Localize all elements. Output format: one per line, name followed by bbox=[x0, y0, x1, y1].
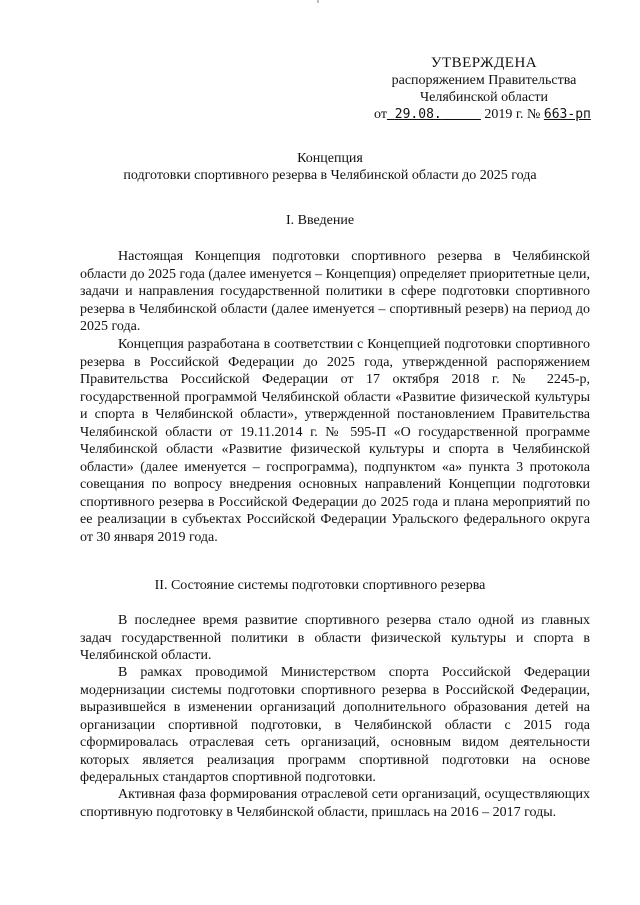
section-heading-2: II. Состояние системы подготовки спортивного резерва bbox=[154, 578, 486, 593]
number-value: 663-рп bbox=[543, 107, 591, 122]
paragraph: Активная фаза формирования отраслевой сети организаций, осуществляющих спортивную подготовку в Челябинской области, пришлась на 2016 – 2017 годы. bbox=[80, 787, 590, 820]
approval-line-1: распоряжением Правительства bbox=[391, 73, 577, 88]
date-prefix: от bbox=[374, 107, 387, 122]
paragraph: Настоящая Концепция подготовки спортивного резерва в Челябинской области до 2025 года (далее именуется – Концепция) определяет приоритетные цели, задачи и направления государственной политики в сфере подготовки спортивного резерва в Челябинской области (далее именуется – спортивный резерв) на период до 2025 года. bbox=[80, 249, 590, 334]
date-value: 29.08. bbox=[394, 107, 442, 122]
approval-block bbox=[374, 55, 594, 123]
approval-date-line bbox=[374, 106, 594, 123]
paragraph: В рамках проводимой Министерством спорта Российской Федерации модернизации системы подготовки спортивного резерва в Российской Федерации, выразившейся в изменении организаций дополнительного образования детей на организации спортивной подготовки, в Челябинской области с 2015 года сформировалась отраслевая сеть организаций, основным видом деятельности которых является реализация программ спортивной подготовки на основе федеральных стандартов спортивной подготовки. bbox=[80, 665, 590, 785]
paragraph: В последнее время развитие спортивного резерва стало одной из главных задач государственной политики в области физической культуры и спорта в Челябинской области. bbox=[80, 613, 590, 663]
scan-mark bbox=[317, 0, 319, 3]
document-subtitle: подготовки спортивного резерва в Челябинской области до 2025 года bbox=[123, 168, 537, 183]
approval-title: УТВЕРЖДЕНА bbox=[430, 55, 538, 71]
year-text: 2019 г. № bbox=[484, 107, 541, 122]
document-title: Концепция bbox=[297, 151, 363, 166]
document-title-block bbox=[60, 150, 600, 184]
paragraph: Концепция разработана в соответствии с Концепцией подготовки спортивного резерва в Российской Федерации до 2025 года, утвержденной распоряжением Правительства Российской Федерации от 17 октября 2018 г. № 2245-р, государственной программой Челябинской области «Развитие физической культуры и спорта в Челябинской области», утвержденной постановлением Правительства Челябинской области от 19.11.2014 г. № 595-П «О государственной программе Челябинской области «Развитие физической культуры и спорта в Челябинской области» (далее именуется – госпрограмма), подпунктом «а» пункта 3 протокола совещания по вопросу внедрения основных направлений Концепции подготовки спортивного резерва в Российской Федерации до 2025 года и плана мероприятий по ее реализации в субъектах Российской Федерации Уральского федерального округа от 30 января 2019 года. bbox=[80, 337, 590, 545]
section-heading-1: I. Введение bbox=[285, 213, 355, 228]
approval-line-2: Челябинской области bbox=[420, 90, 548, 105]
